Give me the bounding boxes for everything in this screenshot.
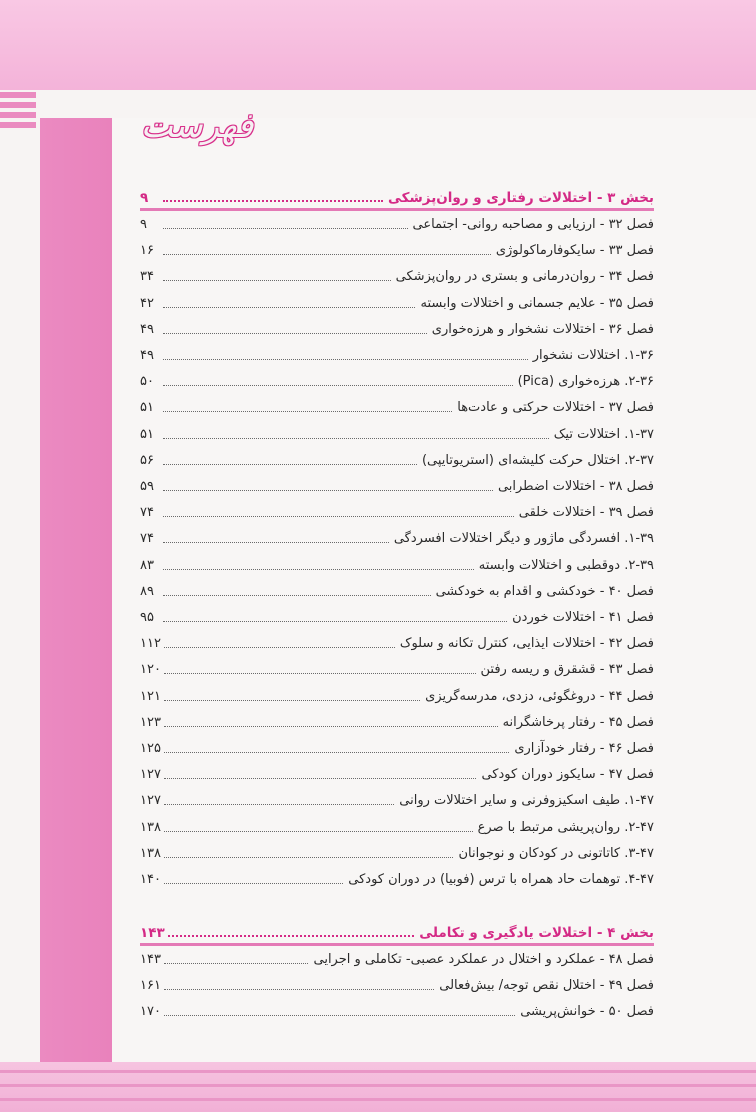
- entry-title: فصل ۳۹ - اختلالات خلقی: [518, 505, 654, 521]
- entry-page-number: ۷۴: [140, 531, 154, 547]
- toc-entry[interactable]: [140, 551, 654, 575]
- entry-title: ۲-۳۷. اختلال حرکت کلیشه‌ای (استریوتایپی): [421, 452, 654, 468]
- toc-entry[interactable]: [140, 760, 654, 784]
- entry-title: فصل ۳۳ - سایکوفارماکولوژی: [495, 243, 654, 259]
- toc-entry[interactable]: [140, 708, 654, 732]
- dot-leader: [168, 934, 414, 937]
- entry-page-number: ۵۰: [140, 374, 154, 390]
- toc-entry[interactable]: [140, 577, 654, 601]
- entry-page-number: ۱۲۰: [140, 662, 161, 678]
- toc-entry[interactable]: [140, 446, 654, 470]
- entry-page-number: ۱۴۰: [140, 872, 161, 887]
- dot-leader: [164, 803, 394, 805]
- toc-entry[interactable]: [140, 341, 654, 365]
- top-decorative-band: [0, 0, 756, 90]
- dot-leader: [163, 489, 493, 491]
- dot-leader: [163, 279, 391, 281]
- entry-page-number: ۵۱: [140, 426, 154, 442]
- entry-title: فصل ۴۹ - اختلال نقص توجه/ بیش‌فعالی: [439, 978, 654, 994]
- page-title: فهرست: [140, 106, 254, 146]
- dot-leader: [164, 725, 498, 727]
- dot-leader: [164, 988, 434, 990]
- entry-title: ۲-۴۷. روان‌پریشی مرتبط با صرع: [477, 819, 654, 835]
- entry-title: فصل ۳۶ - اختلالات نشخوار و هرزه‌خواری: [431, 321, 654, 337]
- dot-leader: [163, 253, 491, 255]
- section-title: بخش ۳ - اختلالات رفتاری و روان‌پزشکی: [388, 190, 654, 206]
- toc-entry[interactable]: [140, 839, 654, 863]
- toc-entry[interactable]: [140, 262, 654, 286]
- entry-title: فصل ۳۵ - علایم جسمانی و اختلالات وابسته: [420, 295, 654, 311]
- dot-leader: [164, 777, 477, 779]
- entry-title: ۱-۴۷. طیف اسکیزوفرنی و سایر اختلالات روانی: [399, 793, 654, 809]
- toc-entry[interactable]: [140, 655, 654, 679]
- dot-leader: [163, 594, 431, 596]
- entry-title: فصل ۳۸ - اختلالات اضطرابی: [497, 479, 654, 494]
- decorative-stripe: [0, 122, 36, 128]
- entry-page-number: ۱۲۷: [140, 767, 161, 783]
- entry-page-number: ۷۴: [140, 505, 154, 521]
- toc-entry[interactable]: [140, 997, 654, 1021]
- entry-title: فصل ۴۱ - اختلالات خوردن: [512, 610, 654, 625]
- section-heading[interactable]: [140, 918, 654, 942]
- dot-leader: [163, 199, 383, 202]
- toc-entry[interactable]: [140, 472, 654, 496]
- entry-page-number: ۴۹: [140, 321, 154, 337]
- entry-title: فصل ۳۴ - روان‌درمانی و بستری در روان‌پزشکی: [395, 269, 654, 285]
- dot-leader: [163, 410, 452, 412]
- decorative-stripe: [0, 102, 36, 108]
- dot-leader: [164, 1014, 515, 1016]
- dot-leader: [163, 620, 507, 622]
- entry-title: ۲-۳۶. هرزه‌خواری (Pica): [517, 374, 654, 390]
- toc-entry[interactable]: [140, 813, 654, 837]
- entry-page-number: ۱۲۷: [140, 793, 161, 809]
- toc-entry[interactable]: [140, 865, 654, 889]
- dot-leader: [164, 672, 476, 674]
- section-title: بخش ۴ - اختلالات یادگیری و تکاملی: [419, 925, 654, 941]
- dot-leader: [163, 384, 513, 386]
- dot-leader: [164, 962, 309, 964]
- entry-page-number: ۵۹: [140, 479, 154, 494]
- toc-entry[interactable]: [140, 420, 654, 444]
- entry-page-number: ۵۱: [140, 400, 154, 416]
- entry-page-number: ۹۵: [140, 610, 154, 625]
- entry-title: ۱-۳۶. اختلالات نشخوار: [532, 348, 654, 363]
- toc-entry[interactable]: [140, 971, 654, 995]
- toc-entry[interactable]: [140, 734, 654, 758]
- entry-page-number: ۵۶: [140, 452, 154, 468]
- entry-page-number: ۱۳۸: [140, 845, 161, 861]
- entry-title: ۱-۳۷. اختلالات تیک: [553, 426, 654, 442]
- toc-entry[interactable]: [140, 603, 654, 627]
- entry-title: فصل ۵۰ - خوانش‌پریشی: [520, 1004, 654, 1020]
- entry-title: فصل ۳۲ - ارزیابی و مصاحبه روانی- اجتماعی: [412, 217, 654, 232]
- toc-entry[interactable]: [140, 629, 654, 653]
- toc-entry[interactable]: [140, 236, 654, 260]
- entry-page-number: ۹: [140, 217, 147, 232]
- entry-title: فصل ۴۶ - رفتار خودآزاری: [514, 741, 654, 756]
- entry-title: ۳-۴۷. کاتاتونی در کودکان و نوجوانان: [458, 845, 654, 861]
- entry-title: ۲-۳۹. دوقطبی و اختلالات وابسته: [478, 557, 654, 573]
- entry-page-number: ۱۷۰: [140, 1004, 161, 1020]
- toc-entry[interactable]: [140, 393, 654, 417]
- dot-leader: [164, 751, 509, 753]
- entry-title: فصل ۴۸ - عملکرد و اختلال در عملکرد عصبی- تکاملی و اجرایی: [313, 952, 654, 967]
- decorative-stripe: [0, 112, 36, 118]
- toc-entry[interactable]: [140, 945, 654, 969]
- entry-page-number: ۱۶۱: [140, 978, 161, 994]
- entry-page-number: ۱۲۱: [140, 688, 161, 704]
- dot-leader: [164, 882, 343, 884]
- section-page-number: ۱۴۳: [140, 925, 165, 941]
- section-page-number: ۹: [140, 190, 149, 206]
- decorative-stripe: [0, 92, 36, 98]
- toc-entry[interactable]: [140, 367, 654, 391]
- dot-leader: [163, 463, 417, 465]
- dot-leader: [163, 541, 389, 543]
- dot-leader: [164, 856, 454, 858]
- entry-page-number: ۱۶: [140, 243, 154, 259]
- toc-entry[interactable]: [140, 315, 654, 339]
- toc-entry[interactable]: [140, 210, 654, 234]
- dot-leader: [163, 306, 415, 308]
- entry-page-number: ۸۹: [140, 583, 154, 599]
- entry-title: فصل ۴۵ - رفتار پرخاشگرانه: [502, 714, 654, 730]
- entry-title: ۱-۳۹. افسردگی ماژور و دیگر اختلالات افسردگی: [393, 531, 654, 547]
- dot-leader: [163, 515, 514, 517]
- dot-leader: [164, 646, 395, 648]
- bottom-decorative-band: [0, 1062, 756, 1112]
- dot-leader: [164, 830, 473, 832]
- entry-title: ۴-۴۷. توهمات حاد همراه با ترس (فوبیا) در دوران کودکی: [348, 872, 654, 887]
- entry-page-number: ۱۱۲: [140, 636, 161, 652]
- dot-leader: [163, 568, 474, 570]
- entry-page-number: ۱۴۳: [140, 952, 161, 967]
- entry-page-number: ۳۴: [140, 269, 154, 285]
- entry-title: فصل ۴۴ - دروغگوئی، دزدی، مدرسه‌گریزی: [425, 688, 654, 704]
- entry-page-number: ۴۲: [140, 295, 154, 311]
- dot-leader: [163, 437, 549, 439]
- toc-entry[interactable]: [140, 289, 654, 313]
- entry-page-number: ۸۳: [140, 557, 154, 573]
- entry-title: فصل ۴۳ - قشقرق و ریسه رفتن: [480, 662, 654, 678]
- toc-entry[interactable]: [140, 682, 654, 706]
- dot-leader: [163, 358, 528, 360]
- dot-leader: [163, 332, 427, 334]
- entry-page-number: ۱۳۸: [140, 819, 161, 835]
- toc-entry[interactable]: [140, 786, 654, 810]
- entry-page-number: ۱۲۳: [140, 714, 161, 730]
- entry-title: فصل ۴۷ - سایکوز دوران کودکی: [481, 767, 654, 783]
- entry-title: فصل ۴۰ - خودکشی و اقدام به خودکشی: [435, 583, 654, 599]
- section-heading[interactable]: [140, 183, 654, 207]
- entry-page-number: ۱۲۵: [140, 741, 161, 756]
- toc-entry[interactable]: [140, 498, 654, 522]
- dot-leader: [164, 699, 420, 701]
- toc-entry[interactable]: [140, 524, 654, 548]
- entry-title: فصل ۳۷ - اختلالات حرکتی و عادت‌ها: [457, 400, 654, 416]
- entry-title: فصل ۴۲ - اختلالات ایذایی، کنترل تکانه و سلوک: [399, 636, 654, 652]
- dot-leader: [163, 227, 408, 229]
- entry-page-number: ۴۹: [140, 348, 154, 363]
- left-decorative-band: [40, 118, 112, 1112]
